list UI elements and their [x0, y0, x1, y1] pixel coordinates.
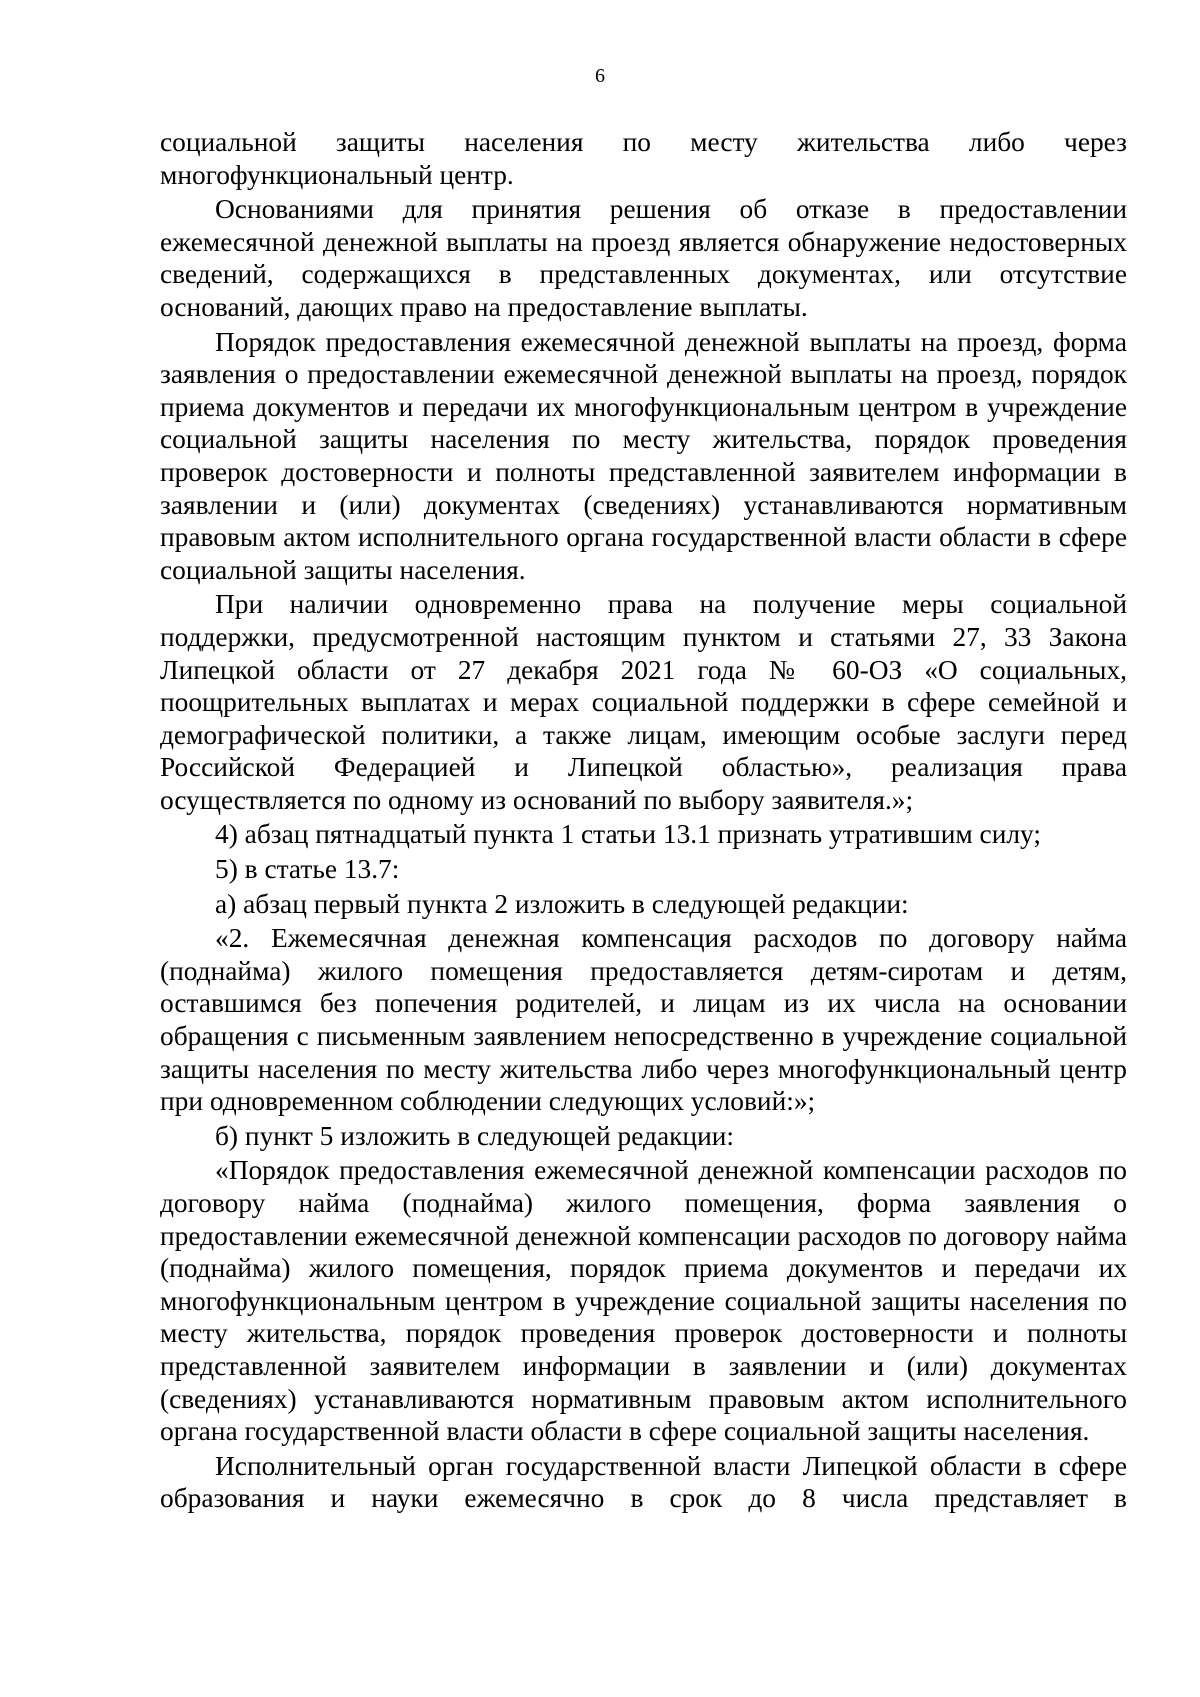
page-number: 6 [595, 65, 605, 87]
paragraph: 5) в статье 13.7: [215, 854, 400, 885]
paragraph: «Порядок предоставления ежемесячной денежной компенсации расходов по договору найма (поднайма) жилого помещения, форма заявления о предоставлении ежемесячной денежной компенсации расходов по договору найма (поднайма) жилого помещения, порядок приема документов и передачи их многофункциональным центром в учреждение социальной защиты населения по месту жительства, порядок проведения проверок достоверности и полноты представленной заявителем информации в заявлении и (или) документах (сведениях) устанавливаются нормативным правовым актом исполнительного органа государственной власти области в сфере социальной защиты населения. [160, 1155, 1127, 1447]
paragraph: Порядок предоставления ежемесячной денежной выплаты на проезд, форма заявления о предоставлении ежемесячной денежной выплаты на проезд, порядок приема документов и передачи их многофункциональным центром в учреждение социальной защиты населения по месту жительства, порядок проведения проверок достоверности и полноты представленной заявителем информации в заявлении и (или) документах (сведениях) устанавливаются нормативным правовым актом исполнительного органа государственной власти области в сфере социальной защиты населения. [160, 326, 1127, 585]
paragraph: Основаниями для принятия решения об отказе в предоставлении ежемесячной денежной выплаты на проезд является обнаружение недостоверных сведений, содержащихся в представленных документах, или отсутствие оснований, дающих право на предоставление выплаты. [160, 194, 1127, 322]
paragraph: социальной защиты населения по месту жительства либо через многофункциональный центр. [160, 127, 1127, 190]
paragraph: 4) абзац пятнадцатый пункта 1 статьи 13.1 признать утратившим силу; [215, 819, 1041, 850]
paragraph: а) абзац первый пункта 2 изложить в следующей редакции: [215, 888, 909, 919]
document-body [160, 126, 1127, 1517]
paragraph: б) пункт 5 изложить в следующей редакции: [215, 1120, 735, 1151]
paragraph: При наличии одновременно права на получение меры социальной поддержки, предусмотренной настоящим пунктом и статьями 27, 33 Закона Липецкой области от 27 декабря 2021 года № 60-ОЗ «О социальных, поощрительных выплатах и мерах социальной поддержки в сфере семейной и демографической политики, а также лицам, имеющим особые заслуги перед Российской Федерацией и Липецкой областью», реализация права осуществляется по одному из оснований по выбору заявителя.»; [160, 589, 1127, 815]
paragraph: «2. Ежемесячная денежная компенсация расходов по договору найма (поднайма) жилого помещения предоставляется детям-сиротам и детям, оставшимся без попечения родителей, и лицам из их числа на основании обращения с письменным заявлением непосредственно в учреждение социальной защиты населения по месту жительства либо через многофункциональный центр при одновременном соблюдении следующих условий:»; [160, 923, 1127, 1117]
paragraph: Исполнительный орган государственной власти Липецкой области в сфере образования и науки ежемесячно в срок до 8 числа представляет в [160, 1450, 1127, 1514]
